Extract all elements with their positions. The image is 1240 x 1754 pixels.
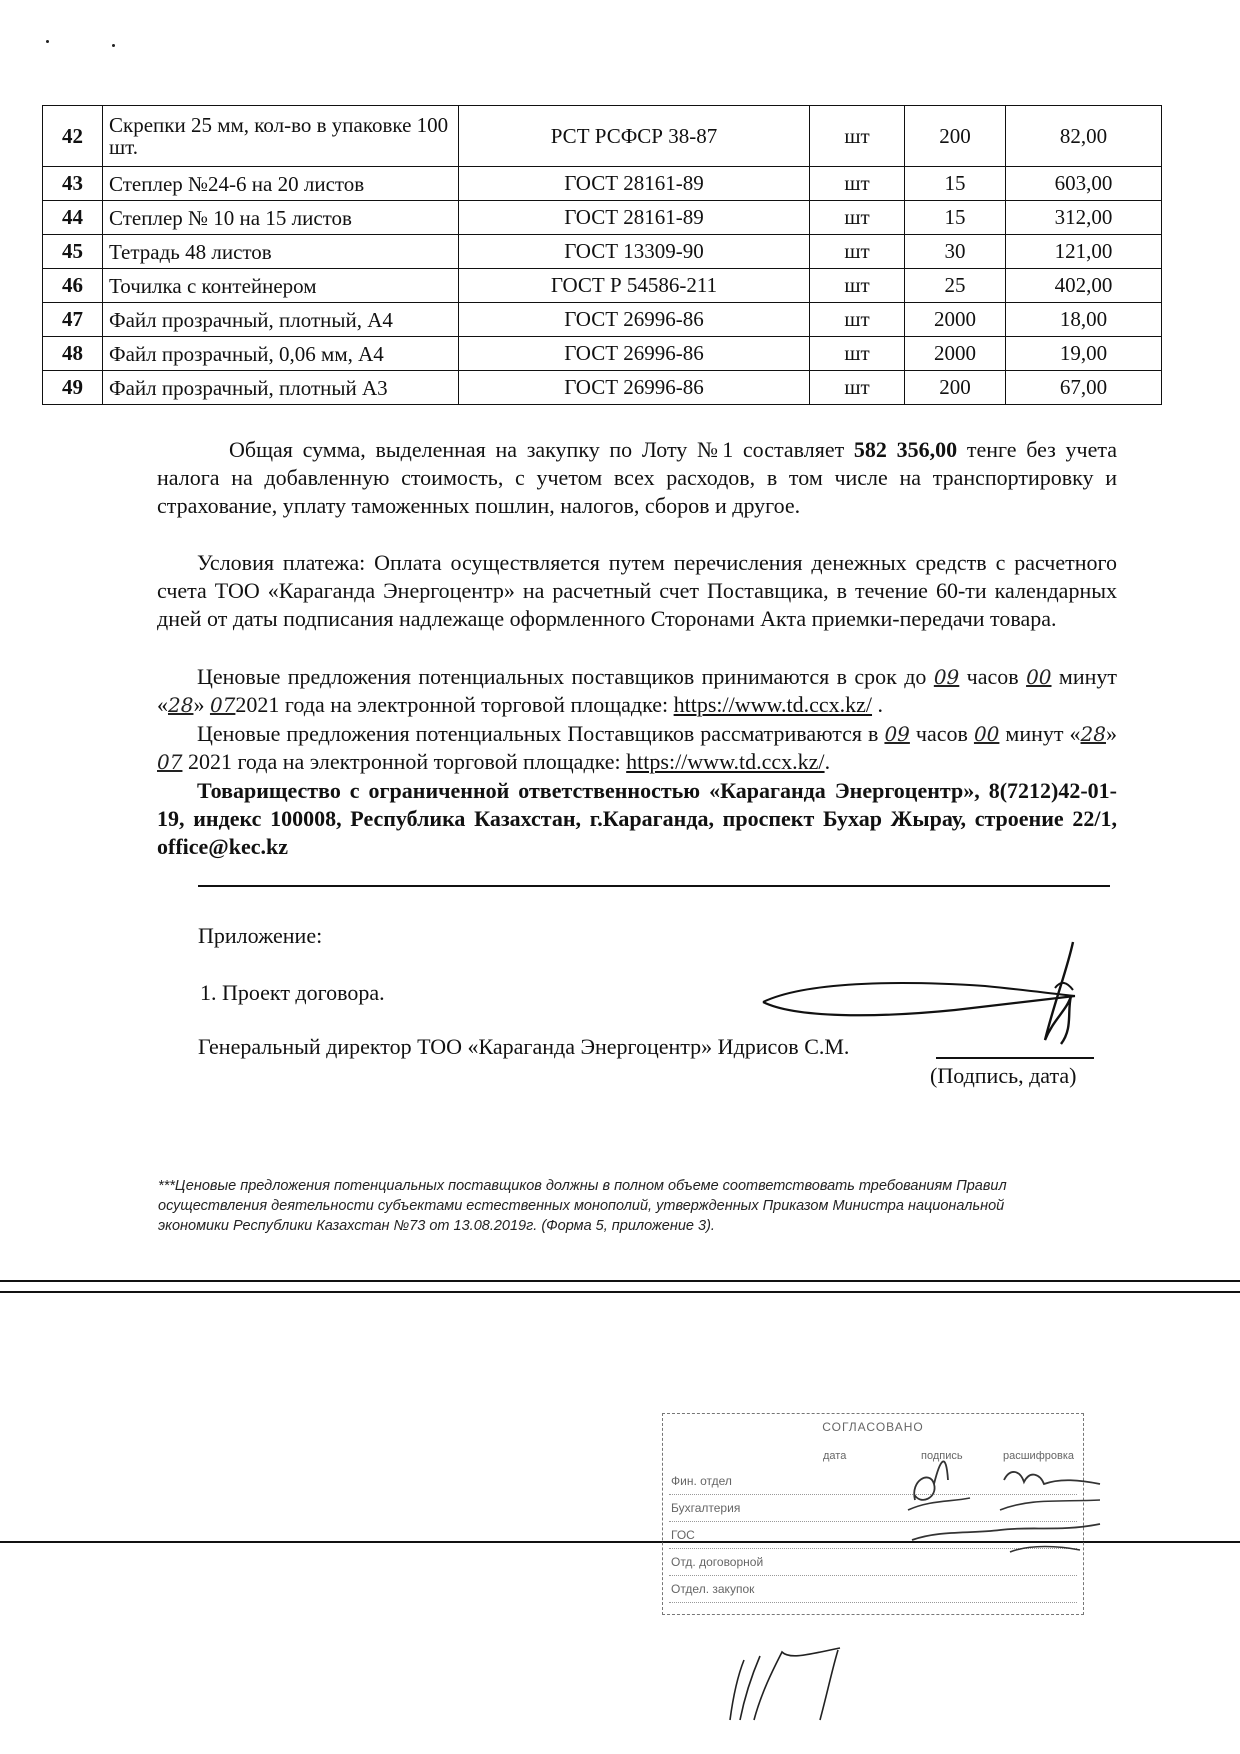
item-quantity: 2000 <box>905 337 1006 371</box>
table-row <box>43 167 1162 201</box>
review-paragraph <box>157 720 1117 776</box>
stamp-col-decode: расшифровка <box>1003 1450 1075 1462</box>
item-unit: шт <box>810 201 905 235</box>
footnote: ***Ценовые предложения потенциальных поставщиков должны в полном объеме соответствовать требованиям Правил осуществления деятельности субъектами естественных монополий, утвержденных Приказом Министра национальной экономики Республики Казахстан №73 от 13.08.2019г. (Форма 5, приложение 3). <box>158 1178 1007 1234</box>
item-price: 67,00 <box>1006 371 1162 405</box>
item-price: 19,00 <box>1006 337 1162 371</box>
item-standard: ГОСТ 28161-89 <box>459 201 810 235</box>
review-text-5: 2021 года на электронной торговой площадке: <box>182 749 627 774</box>
item-quantity: 200 <box>905 106 1006 167</box>
row-number: 42 <box>43 106 103 167</box>
scan-speck <box>112 44 115 47</box>
item-price: 121,00 <box>1006 235 1162 269</box>
item-name: Тетрадь 48 листов <box>103 235 459 269</box>
row-number: 47 <box>43 303 103 337</box>
item-name: Файл прозрачный, плотный, А4 <box>103 303 459 337</box>
signature-blank-line <box>936 1057 1094 1059</box>
item-standard: ГОСТ 26996-86 <box>459 303 810 337</box>
acceptance-url-link[interactable]: https://www.td.ccx.kz/ <box>673 692 873 717</box>
page-separator-top <box>0 1280 1240 1282</box>
stamp-row-label: ГОС <box>671 1528 695 1542</box>
review-text-1: Ценовые предложения потенциальных Поставщиков рассматриваются в <box>197 721 885 746</box>
row-number: 44 <box>43 201 103 235</box>
item-quantity: 25 <box>905 269 1006 303</box>
item-name: Степлер №24-6 на 20 листов <box>103 167 459 201</box>
acceptance-month: 07 <box>209 693 236 717</box>
stamp-row-label: Фин. отдел <box>671 1474 732 1488</box>
acceptance-paragraph <box>157 663 1117 719</box>
review-text-2: часов <box>909 721 974 746</box>
stamp-row-label: Отд. договорной <box>671 1555 764 1569</box>
attachment-item: 1. Проект договора. <box>200 980 385 1005</box>
item-price: 82,00 <box>1006 106 1162 167</box>
table-row <box>43 235 1162 269</box>
stamp-header: СОГЛАСОВАНО <box>822 1420 924 1434</box>
stamp-col-date: дата <box>823 1450 847 1462</box>
company-details: Товарищество с ограниченной ответственностью «Караганда Энергоцентр», 8(7212)42-01-19, индекс 100008, Республика Казахстан, г.Караганда, проспект Бухар Жырау, строение 22/1, office@kec.kz <box>157 778 1117 859</box>
item-quantity: 200 <box>905 371 1006 405</box>
acceptance-text-5: 2021 года на электронной торговой площадке: <box>235 692 674 717</box>
total-amount: 582 356,00 <box>853 437 958 462</box>
item-price: 603,00 <box>1006 167 1162 201</box>
table-row <box>43 269 1162 303</box>
item-quantity: 15 <box>905 167 1006 201</box>
items-table-body <box>43 106 1162 405</box>
item-name: Точилка с контейнером <box>103 269 459 303</box>
total-paragraph <box>157 436 1117 520</box>
acceptance-text-3: минут « <box>157 664 1117 717</box>
item-price: 312,00 <box>1006 201 1162 235</box>
item-price: 402,00 <box>1006 269 1162 303</box>
table-row <box>43 303 1162 337</box>
item-name: Степлер № 10 на 15 листов <box>103 201 459 235</box>
bottom-scribble <box>720 1640 860 1730</box>
stamp-row <box>669 1578 1077 1603</box>
item-standard: ГОСТ 13309-90 <box>459 235 810 269</box>
table-row <box>43 371 1162 405</box>
table-row <box>43 337 1162 371</box>
item-name: Файл прозрачный, 0,06 мм, А4 <box>103 337 459 371</box>
item-standard: ГОСТ 28161-89 <box>459 167 810 201</box>
scan-speck <box>46 40 49 43</box>
table-row <box>43 106 1162 167</box>
attachment-heading: Приложение: <box>198 923 323 948</box>
underline-rule <box>198 885 1110 887</box>
row-number: 49 <box>43 371 103 405</box>
row-number: 46 <box>43 269 103 303</box>
item-standard: ГОСТ 26996-86 <box>459 371 810 405</box>
review-text-4: » <box>1105 721 1117 746</box>
total-lead: Общая сумма, выделенная на закупку по Лоту №1 составляет <box>229 437 854 462</box>
signature-caption: (Подпись, дата) <box>930 1063 1077 1088</box>
item-standard: ГОСТ 26996-86 <box>459 337 810 371</box>
page-separator-bottom <box>0 1291 1240 1293</box>
acceptance-hour: 09 <box>933 665 960 689</box>
item-unit: шт <box>810 269 905 303</box>
acceptance-text-1: Ценовые предложения потенциальных поставщиков принимаются в срок до <box>197 664 934 689</box>
item-unit: шт <box>810 235 905 269</box>
stamp-col-sign: подпись <box>921 1450 963 1462</box>
row-number: 45 <box>43 235 103 269</box>
item-quantity: 15 <box>905 201 1006 235</box>
stamp-row-label: Бухгалтерия <box>671 1501 741 1515</box>
table-row <box>43 201 1162 235</box>
item-unit: шт <box>810 106 905 167</box>
item-unit: шт <box>810 337 905 371</box>
item-name: Файл прозрачный, плотный А3 <box>103 371 459 405</box>
review-text-6: . <box>824 749 831 774</box>
stamp-signatures <box>900 1440 1110 1580</box>
item-name: Скрепки 25 мм, кол-во в упаковке 100 шт. <box>103 106 459 167</box>
items-table <box>42 105 1162 405</box>
item-quantity: 30 <box>905 235 1006 269</box>
total-tail: тенге без учета налога на добавленную стоимость, с учетом всех расходов, в том числе на транспортировку и страхование, уплату таможенных пошлин, налогов, сборов и другое. <box>157 437 1117 518</box>
acceptance-day: 28 <box>168 693 194 717</box>
review-month: 07 <box>157 750 183 774</box>
payment-terms: Условия платежа: Оплата осуществляется путем перечисления денежных средств с расчетного счета ТОО «Караганда Энергоцентр» на расчетный счет Поставщика, в течение 60-ти календарных дней от даты подписания надлежаще оформленного Сторонами Акта приемки-передачи товара. <box>157 550 1117 631</box>
review-minute: 00 <box>973 722 1000 746</box>
item-unit: шт <box>810 371 905 405</box>
item-standard: ГОСТ Р 54586-211 <box>459 269 810 303</box>
review-url-link[interactable]: https://www.td.ccx.kz/ <box>626 749 825 774</box>
stamp-row-label: Отдел. закупок <box>671 1582 755 1596</box>
item-quantity: 2000 <box>905 303 1006 337</box>
acceptance-text-4: » <box>193 692 210 717</box>
item-price: 18,00 <box>1006 303 1162 337</box>
item-unit: шт <box>810 303 905 337</box>
acceptance-text-6: . <box>872 692 884 717</box>
row-number: 48 <box>43 337 103 371</box>
acceptance-minute: 00 <box>1026 665 1052 689</box>
item-unit: шт <box>810 167 905 201</box>
review-day: 28 <box>1080 722 1106 746</box>
acceptance-text-2: часов <box>959 664 1027 689</box>
review-hour: 09 <box>884 722 910 746</box>
row-number: 43 <box>43 167 103 201</box>
signatory-line: Генеральный директор ТОО «Караганда Энергоцентр» Идрисов С.М. <box>198 1034 850 1059</box>
review-text-3: минут « <box>999 721 1081 746</box>
item-standard: РСТ РСФСР 38-87 <box>459 106 810 167</box>
